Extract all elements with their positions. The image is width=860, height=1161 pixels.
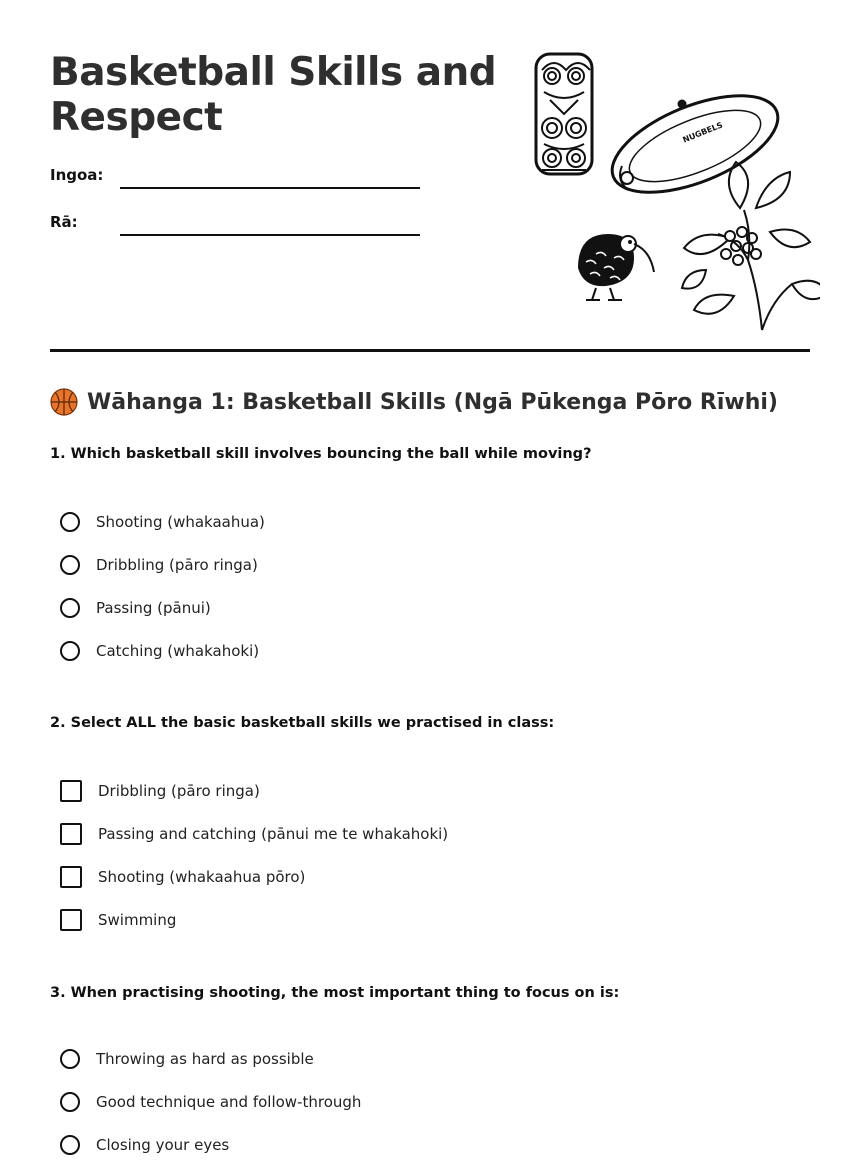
q2-option-1[interactable]: [60, 780, 260, 802]
radio-button[interactable]: [60, 598, 80, 618]
radio-button[interactable]: [60, 1049, 80, 1069]
question-3-text: 3. When practising shooting, the most important thing to focus on is:: [50, 985, 620, 1001]
q1-option-4[interactable]: [60, 641, 259, 661]
option-label: Closing your eyes: [96, 1136, 230, 1154]
kiwi-bird-icon: [578, 234, 654, 300]
option-label: Good technique and follow-through: [96, 1093, 362, 1111]
rugby-ball-icon: [599, 76, 791, 212]
option-label: Dribbling (pāro ringa): [96, 556, 258, 574]
q3-option-3[interactable]: [60, 1135, 229, 1155]
radio-button[interactable]: [60, 512, 80, 532]
date-label: Rā:: [50, 213, 78, 231]
option-label: Throwing as hard as possible: [96, 1050, 314, 1068]
radio-button[interactable]: [60, 641, 80, 661]
option-label: Catching (whakahoki): [96, 642, 260, 660]
name-field[interactable]: [120, 187, 420, 189]
radio-button[interactable]: [60, 555, 80, 575]
q3-option-2[interactable]: [60, 1092, 361, 1112]
checkbox[interactable]: [60, 909, 82, 931]
header-divider: [50, 349, 810, 352]
q3-option-1[interactable]: [60, 1049, 314, 1069]
q2-option-4[interactable]: [60, 909, 176, 931]
checkbox[interactable]: [60, 780, 82, 802]
checkbox[interactable]: [60, 866, 82, 888]
date-field[interactable]: [120, 234, 420, 236]
section-title-text: Wāhanga 1: Basketball Skills (Ngā Pūkenga Pōro Rīwhi): [87, 389, 778, 415]
option-label: Shooting (whakaahua pōro): [98, 868, 306, 886]
page-title: Basketball Skills and Respect: [50, 50, 497, 140]
option-label: Passing and catching (pānui me te whakahoki): [98, 825, 449, 843]
checkbox[interactable]: [60, 823, 82, 845]
q2-option-3[interactable]: [60, 866, 305, 888]
option-label: Dribbling (pāro ringa): [98, 782, 260, 800]
radio-button[interactable]: [60, 1092, 80, 1112]
q1-option-3[interactable]: [60, 598, 211, 618]
ball-brand-text: NUGBELS: [681, 120, 724, 145]
option-label: Passing (pānui): [96, 599, 211, 617]
option-label: Shooting (whakaahua): [96, 513, 265, 531]
q1-option-2[interactable]: [60, 555, 258, 575]
tiki-carving-icon: [536, 54, 592, 174]
radio-button[interactable]: [60, 1135, 80, 1155]
kawakawa-plant-icon: [682, 162, 820, 330]
question-1-text: 1. Which basketball skill involves bouncing the ball while moving?: [50, 446, 592, 462]
header-artwork: [530, 48, 820, 338]
question-2-text: 2. Select ALL the basic basketball skills we practised in class:: [50, 715, 555, 731]
option-label: Swimming: [98, 911, 177, 929]
q1-option-1[interactable]: [60, 512, 265, 532]
section-heading: [50, 388, 778, 416]
q2-option-2[interactable]: [60, 823, 448, 845]
name-label: Ingoa:: [50, 166, 104, 184]
basketball-icon: [50, 388, 78, 416]
